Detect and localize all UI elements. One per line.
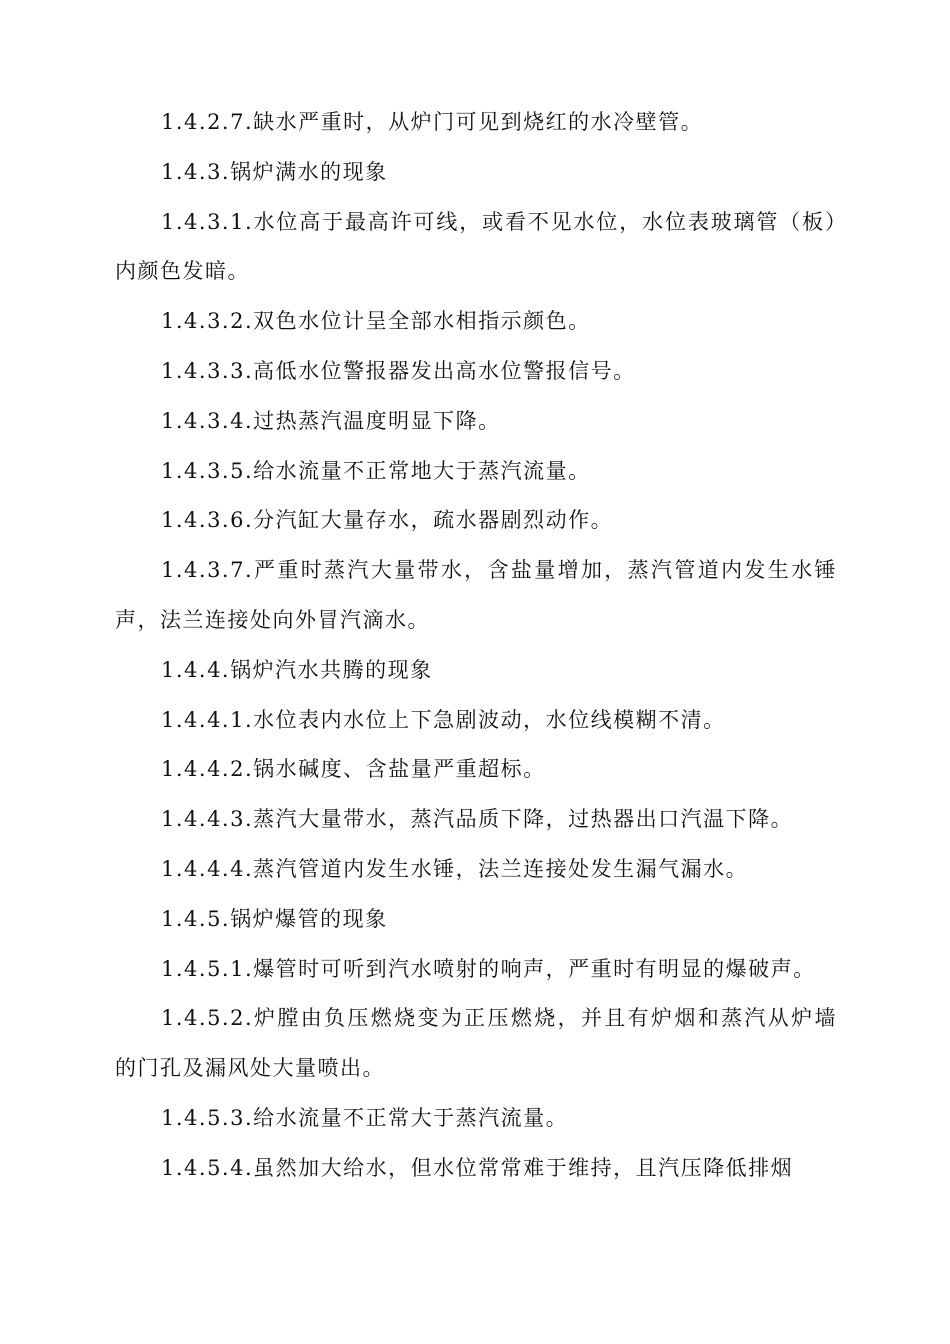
paragraph-1-4-3-5: 1.4.3.5.给水流量不正常地大于蒸汽流量。 xyxy=(161,458,591,483)
section-heading-1-4-3: 1.4.3.锅炉满水的现象 xyxy=(161,159,388,184)
paragraph-1-4-4-2: 1.4.4.2.锅水碱度、含盐量严重超标。 xyxy=(161,757,546,782)
paragraph-1-4-5-1: 1.4.5.1.爆管时可听到汽水喷射的响声，严重时有明显的爆破声。 xyxy=(161,956,816,981)
paragraph-1-4-3-3: 1.4.3.3.高低水位警报器发出高水位警报信号。 xyxy=(161,358,636,383)
paragraph-1-4-5-4: 1.4.5.4.虽然加大给水，但水位常常难于维持，且汽压降低排烟 xyxy=(161,1155,794,1180)
paragraph-1-4-3-7: 1.4.3.7.严重时蒸汽大量带水，含盐量增加，蒸汽管道内发生水锤声，法兰连接处向外冒汽滴水。 xyxy=(115,558,837,632)
paragraph-1-4-5-2: 1.4.5.2.炉膛由负压燃烧变为正压燃烧，并且有炉烟和蒸汽从炉墙的门孔及漏风处大量喷出。 xyxy=(115,1006,837,1081)
paragraph-1-4-4-4: 1.4.4.4.蒸汽管道内发生水锤，法兰连接处发生漏气漏水。 xyxy=(161,856,749,881)
paragraph-1-4-4-3: 1.4.4.3.蒸汽大量带水，蒸汽品质下降，过热器出口汽温下降。 xyxy=(161,807,794,832)
paragraph-1-4-3-6: 1.4.3.6.分汽缸大量存水，疏水器剧烈动作。 xyxy=(161,508,614,533)
paragraph-1-4-3-2: 1.4.3.2.双色水位计呈全部水相指示颜色。 xyxy=(161,309,591,334)
section-heading-1-4-5: 1.4.5.锅炉爆管的现象 xyxy=(161,906,388,931)
paragraph-1-4-3-1: 1.4.3.1.水位高于最高许可线，或看不见水位，水位表玻璃管（板）内颜色发暗。 xyxy=(115,209,837,284)
paragraph-1-4-4-1: 1.4.4.1.水位表内水位上下急剧波动，水位线模糊不清。 xyxy=(161,707,726,732)
paragraph-1-4-2-7: 1.4.2.7.缺水严重时，从炉门可见到烧红的水冷壁管。 xyxy=(161,110,704,134)
document-body xyxy=(115,98,837,1194)
paragraph-1-4-5-3: 1.4.5.3.给水流量不正常大于蒸汽流量。 xyxy=(161,1105,569,1130)
paragraph-1-4-3-4: 1.4.3.4.过热蒸汽温度明显下降。 xyxy=(161,408,501,433)
section-heading-1-4-4: 1.4.4.锅炉汽水共腾的现象 xyxy=(161,657,433,682)
